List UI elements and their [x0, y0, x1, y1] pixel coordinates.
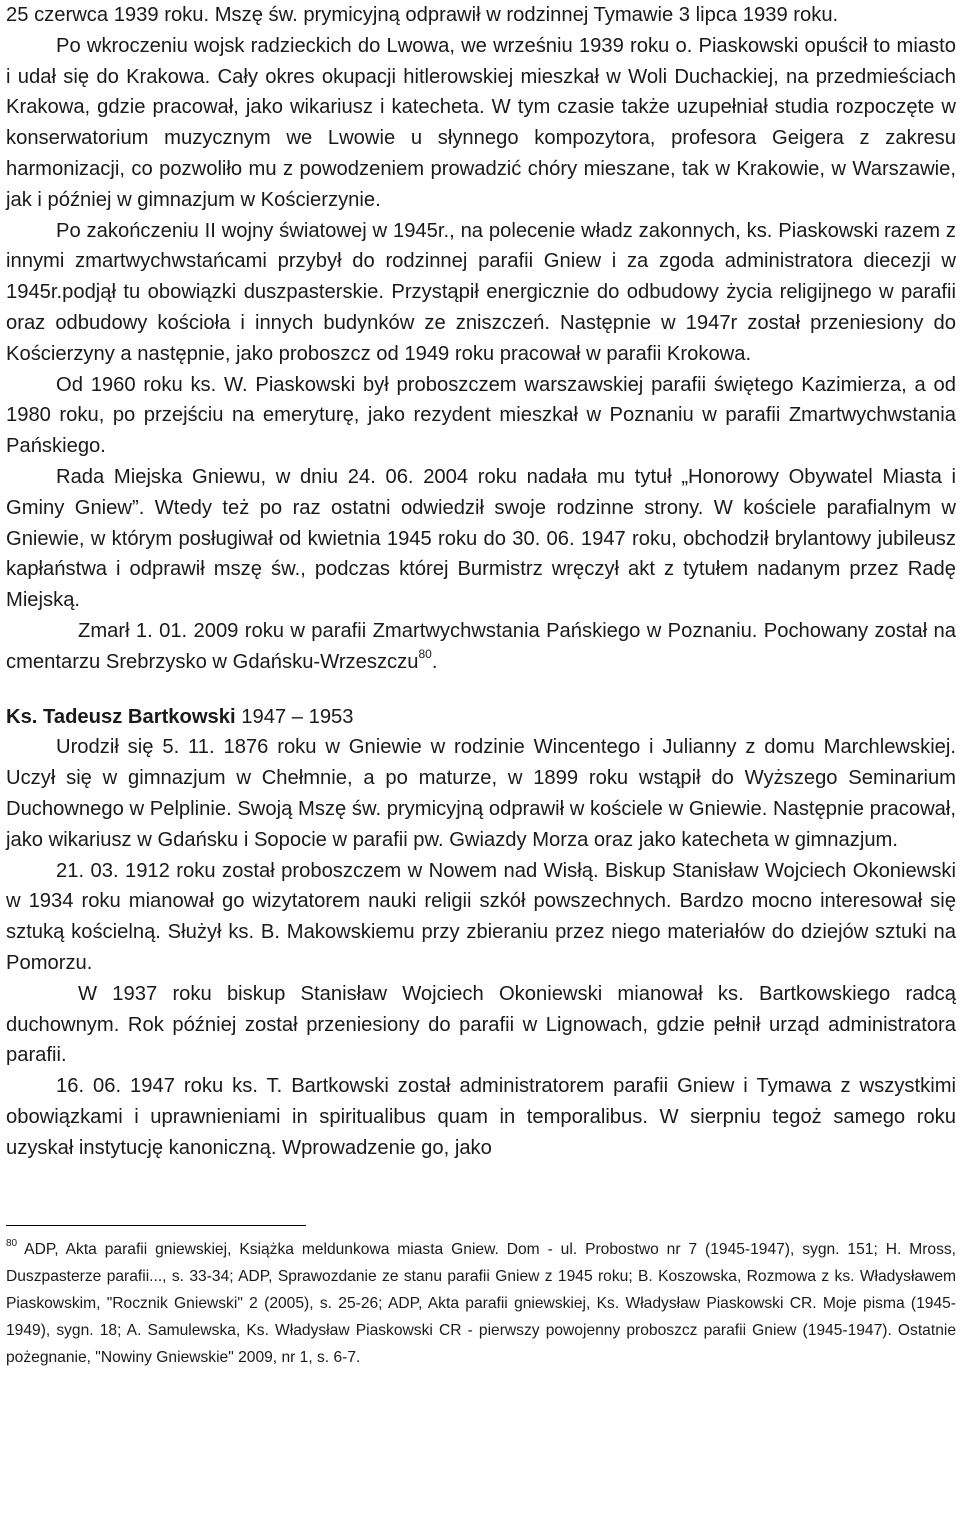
death-text-end: . [431, 650, 438, 673]
footnote-text: ADP, Akta parafii gniewskiej, Książka meldunkowa miasta Gniew. Dom - ul. Probostwo nr 7 (1945-1947), sygn. 151; H. Mross, Duszpasterze parafii..., s. 33-34; ADP, Sprawozdanie ze stanu parafii Gniew z 1945 roku; B. Koszowska, Rozmowa z ks. Władysławem Piaskowskim, "Rocznik Gniewski" 2 (2005), s. 25-26; ADP, Akta parafii gniewskiej, Ks. Władysław Piaskowski CR. Moje pisma (1945-1949), sygn. 18; A. Samulewska, Ks. Władysław Piaskowski CR - pierwszy powojenny proboszcz parafii Gniew (1945-1947). Ostatnie pożegnanie, "Nowiny Gniewskie" 2009, nr 1, s. 6-7. [6, 1241, 956, 1367]
paragraph-wartime: Po wkroczeniu wojsk radzieckich do Lwowa, we wrześniu 1939 roku o. Piaskowski opuścił to miasto i udał się do Krakowa. Cały okres okupacji hitlerowskiej mieszkał w Woli Duchackiej, na przedmieściach Krakowa, gdzie pracował, jako wikariusz i katecheta. W tym czasie także uzupełniał studia rozpoczęte w konserwatorium muzycznym we Lwowie u słynnego kompozytora, profesora Geigera z zakresu harmonizacji, co pozwoliło mu z powodzeniem prowadzić chóry mieszane, tak w Krakowie, w Warszawie, jak i później w gimnazjum w Kościerzynie. [6, 34, 956, 211]
paragraph-nowe: 21. 03. 1912 roku został proboszczem w Nowem nad Wisłą. Biskup Stanisław Wojciech Okoniewski w 1934 roku mianował go wizytatorem nauki religii szkół powszechnych. Bardzo mocno interesował się sztuką kościelną. Służył ks. B. Makowskiemu przy zbieraniu przez niego materiałów do dziejów sztuki na Pomorzu. [6, 859, 956, 974]
paragraph-gniew-admin: 16. 06. 1947 roku ks. T. Bartkowski został administratorem parafii Gniew i Tymawa z wszystkimi obowiązkami i uprawnieniami in spiritualibus quam in temporalibus. W sierpniu tegoż samego roku uzyskał instytucję kanoniczną. Wprowadzenie go, jako [6, 1075, 956, 1159]
paragraph-ordination: 25 czerwca 1939 roku. Mszę św. prymicyjną odprawił w rodzinnej Tymawie 3 lipca 1939 roku. [6, 4, 839, 26]
paragraph-warsaw: Od 1960 roku ks. W. Piaskowski był proboszczem warszawskiej parafii świętego Kazimierza, a od 1980 roku, po przejściu na emeryturę, jako rezydent mieszkał w Poznaniu w parafii Zmartwychwstania Pańskiego. [6, 373, 956, 458]
paragraph-death [6, 616, 956, 678]
footnote-separator [6, 1225, 306, 1226]
section-heading [6, 702, 956, 733]
footnote [6, 1236, 956, 1371]
heading-name: Tadeusz Bartkowski [43, 705, 236, 728]
paragraph-lignowy: W 1937 roku biskup Stanisław Wojciech Okoniewski mianował ks. Bartkowskiego radcą duchownym. Rok później został przeniesiony do parafii w Lignowach, gdzie pełnił urząd administratora parafii. [6, 982, 956, 1067]
paragraph-birth: Urodził się 5. 11. 1876 roku w Gniewie w rodzinie Wincentego i Julianny z domu Marchlewskiej. Uczył się w gimnazjum w Chełmnie, a po maturze, w 1899 roku wstąpił do Wyższego Seminarium Duchownego w Pelplinie. Swoją Mszę św. prymicyjną odprawił w kościele w Gniewie. Następnie pracował, jako wikariusz w Gdańsku i Sopocie w parafii pw. Gwiazdy Morza oraz jako katecheta w gimnazjum. [6, 736, 956, 851]
heading-prefix: Ks. [6, 705, 44, 728]
heading-years: 1947 – 1953 [235, 705, 354, 728]
paragraph-postwar: Po zakończeniu II wojny światowej w 1945r., na polecenie władz zakonnych, ks. Piaskowski razem z innymi zmartwychwstańcami przybył do rodzinnej parafii Gniew i za zgoda administratora diecezji w 1945r.podjął tu obowiązki duszpasterskie. Przystąpił energicznie do odbudowy życia religijnego w parafii oraz odbudowy kościoła i innych budynków ze zniszczeń. Następnie w 1947r został przeniesiony do Kościerzyny a następnie, jako proboszcz od 1949 roku pracował w parafii Krokowa. [6, 219, 956, 365]
paragraph-honorary-citizen: Rada Miejska Gniewu, w dniu 24. 06. 2004 roku nadała mu tytuł „Honorowy Obywatel Miasta i Gminy Gniew”. Wtedy też po raz ostatni odwiedził swoje rodzinne strony. W kościele parafialnym w Gniewie, w którym posługiwał od kwietnia 1945 roku do 30. 06. 1947 roku, obchodził brylantowy jubileusz kapłaństwa i odprawił mszę św., podczas której Burmistrz wręczył akt z tytułem nadanym przez Radę Miejską. [6, 465, 956, 612]
death-text: Zmarł 1. 01. 2009 roku w parafii Zmartwychwstania Pańskiego w Poznaniu. Pochowany został na cmentarzu Srebrzysko w Gdańsku-Wrzeszczu [6, 619, 956, 673]
document-page [6, 0, 956, 1387]
footnote-reference[interactable]: 80 [418, 646, 432, 661]
footnote-number: 80 [6, 1238, 18, 1250]
